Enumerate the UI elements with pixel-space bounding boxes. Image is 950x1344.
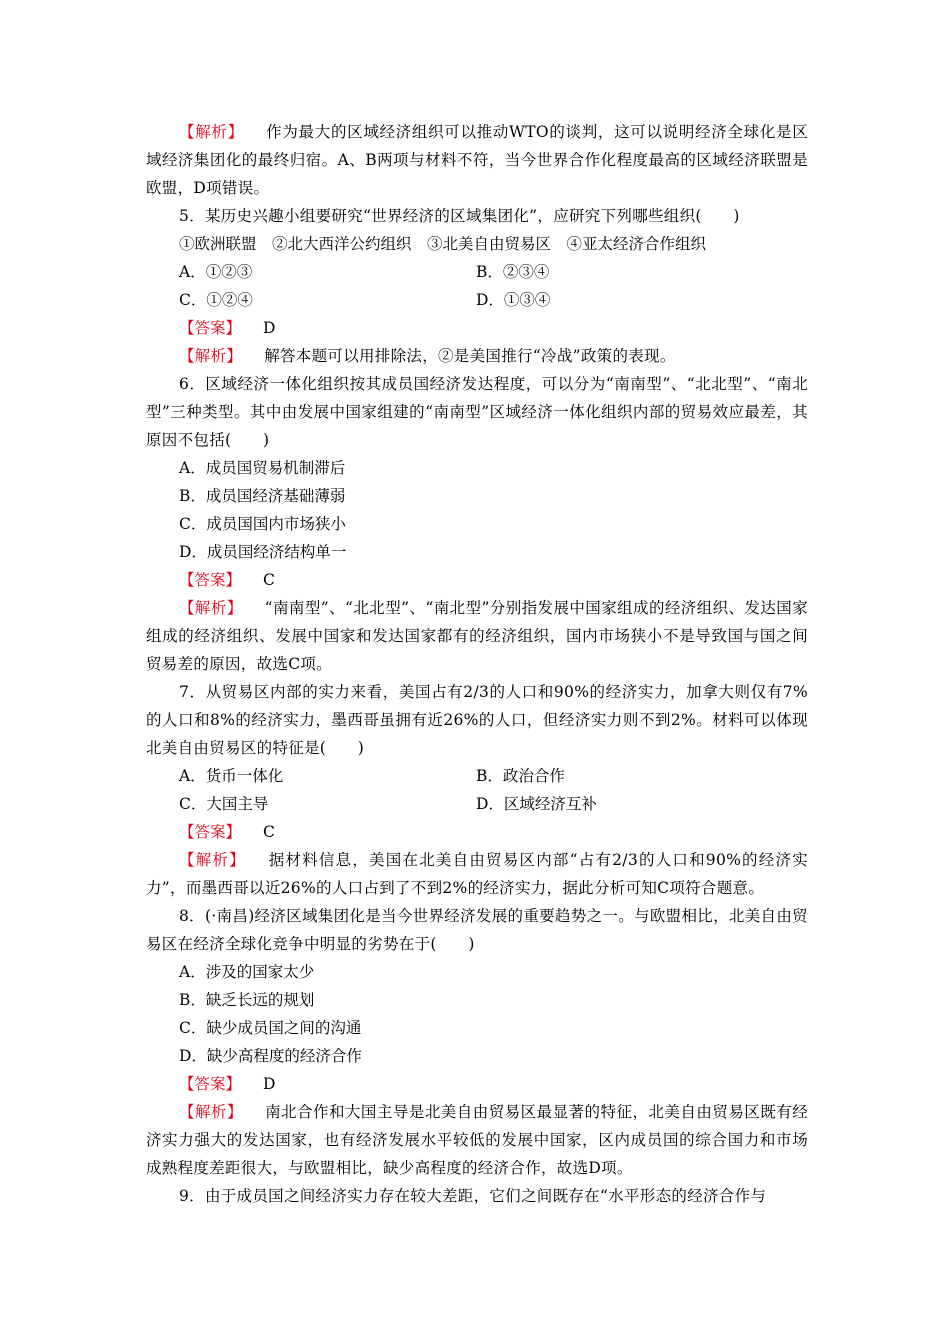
q5-option-d: D．①③④	[476, 291, 551, 309]
q6-answer-value: C	[263, 571, 275, 589]
q5-answer-value: D	[263, 319, 276, 337]
q8-stem: 8．(·南昌)经济区域集团化是当今世界经济发展的重要趋势之一。与欧盟相比，北美自由贸易区在经济全球化竞争中明显的劣势在于( )	[146, 907, 808, 953]
q7-options-row-1	[146, 762, 808, 790]
q7-analysis-text: 据材料信息，美国在北美自由贸易区内部“占有2/3的人口和90%的经济实力”，而墨西哥以近26%的人口占到了不到2%的经济实力，据此分析可知C项符合题意。	[146, 851, 808, 897]
q7-stem: 7．从贸易区内部的实力来看，美国占有2/3的人口和90%的经济实力，加拿大则仅有7%的人口和8%的经济实力，墨西哥虽拥有近26%的人口，但经济实力则不到2%。材料可以体现北美自由贸易区的特征是( )	[146, 683, 808, 757]
q5-answer	[146, 314, 808, 342]
q6-answer	[146, 566, 808, 594]
q7-answer-value: C	[263, 823, 275, 841]
q6-analysis-text: “南南型”、“北北型”、“南北型”分别指发展中国家组成的经济组织、发达国家组成的经济组织、发展中国家和发达国家都有的经济组织，国内市场狭小不是导致国与国之间贸易差的原因，故选C项。	[146, 599, 808, 673]
q9-stem: 9．由于成员国之间经济实力存在较大差距，它们之间既存在“水平形态的经济合作与	[179, 1187, 767, 1205]
q6-analysis	[146, 594, 808, 678]
q5-analysis	[146, 342, 808, 370]
q6-option-d: D．成员国经济结构单一	[179, 543, 347, 561]
q4-analysis-text: 作为最大的区域经济组织可以推动WTO的谈判，这可以说明经济全球化是区域经济集团化的最终归宿。A、B两项与材料不符，当今世界合作化程度最高的区域经济联盟是欧盟，D项错误。	[146, 123, 809, 197]
q5-options-row-1	[146, 258, 808, 286]
q7-option-b: B．政治合作	[476, 767, 565, 785]
q8-option-c: C．缺少成员国之间的沟通	[179, 1019, 362, 1037]
q7-options-row-2	[146, 790, 808, 818]
q7-option-a: A．货币一体化	[179, 767, 284, 785]
analysis-tag: 【解析】	[179, 1103, 243, 1121]
q4-analysis	[146, 118, 808, 202]
q8-answer-value: D	[263, 1075, 276, 1093]
q5-items: ①欧洲联盟 ②北大西洋公约组织 ③北美自由贸易区 ④亚太经济合作组织	[179, 235, 707, 253]
q6-option-c: C．成员国国内市场狭小	[179, 515, 346, 533]
q7-option-c: C．大国主导	[179, 795, 269, 813]
q6-stem: 6．区域经济一体化组织按其成员国经济发达程度，可以分为“南南型”、“北北型”、“南北型”三种类型。其中由发展中国家组建的“南南型”区域经济一体化组织内部的贸易效应最差，其原因不包括( )	[146, 375, 808, 449]
q5-option-c: C．①②④	[179, 291, 253, 309]
q6-option-a: A．成员国贸易机制滞后	[179, 459, 346, 477]
q8-option-a: A．涉及的国家太少	[179, 963, 315, 981]
answer-tag: 【答案】	[179, 1075, 242, 1093]
q8-analysis	[146, 1098, 808, 1182]
analysis-tag: 【解析】	[179, 347, 243, 365]
analysis-tag: 【解析】	[179, 123, 244, 141]
document-content	[146, 118, 808, 1210]
q8-option-b: B．缺乏长远的规划	[179, 991, 315, 1009]
answer-tag: 【答案】	[179, 823, 242, 841]
q6-option-b: B．成员国经济基础薄弱	[179, 487, 346, 505]
answer-tag: 【答案】	[179, 319, 242, 337]
analysis-tag: 【解析】	[179, 599, 243, 617]
q5-options-row-2	[146, 286, 808, 314]
q7-analysis	[146, 846, 808, 902]
q8-option-d: D．缺少高程度的经济合作	[179, 1047, 362, 1065]
q5-option-b: B．②③④	[476, 263, 550, 281]
q5-stem: 5．某历史兴趣小组要研究“世界经济的区域集团化”，应研究下列哪些组织( )	[179, 207, 740, 225]
q8-answer	[146, 1070, 808, 1098]
analysis-tag: 【解析】	[179, 851, 246, 869]
q5-option-a: A．①②③	[179, 263, 253, 281]
q8-analysis-text: 南北合作和大国主导是北美自由贸易区最显著的特征，北美自由贸易区既有经济实力强大的发达国家，也有经济发展水平较低的发展中国家，区内成员国的综合国力和市场成熟程度差距很大，与欧盟相比，缺少高程度的经济合作，故选D项。	[146, 1103, 809, 1177]
answer-tag: 【答案】	[179, 571, 242, 589]
q5-analysis-text: 解答本题可以用排除法，②是美国推行“冷战”政策的表现。	[264, 347, 676, 365]
q7-answer	[146, 818, 808, 846]
q7-option-d: D．区域经济互补	[476, 795, 597, 813]
